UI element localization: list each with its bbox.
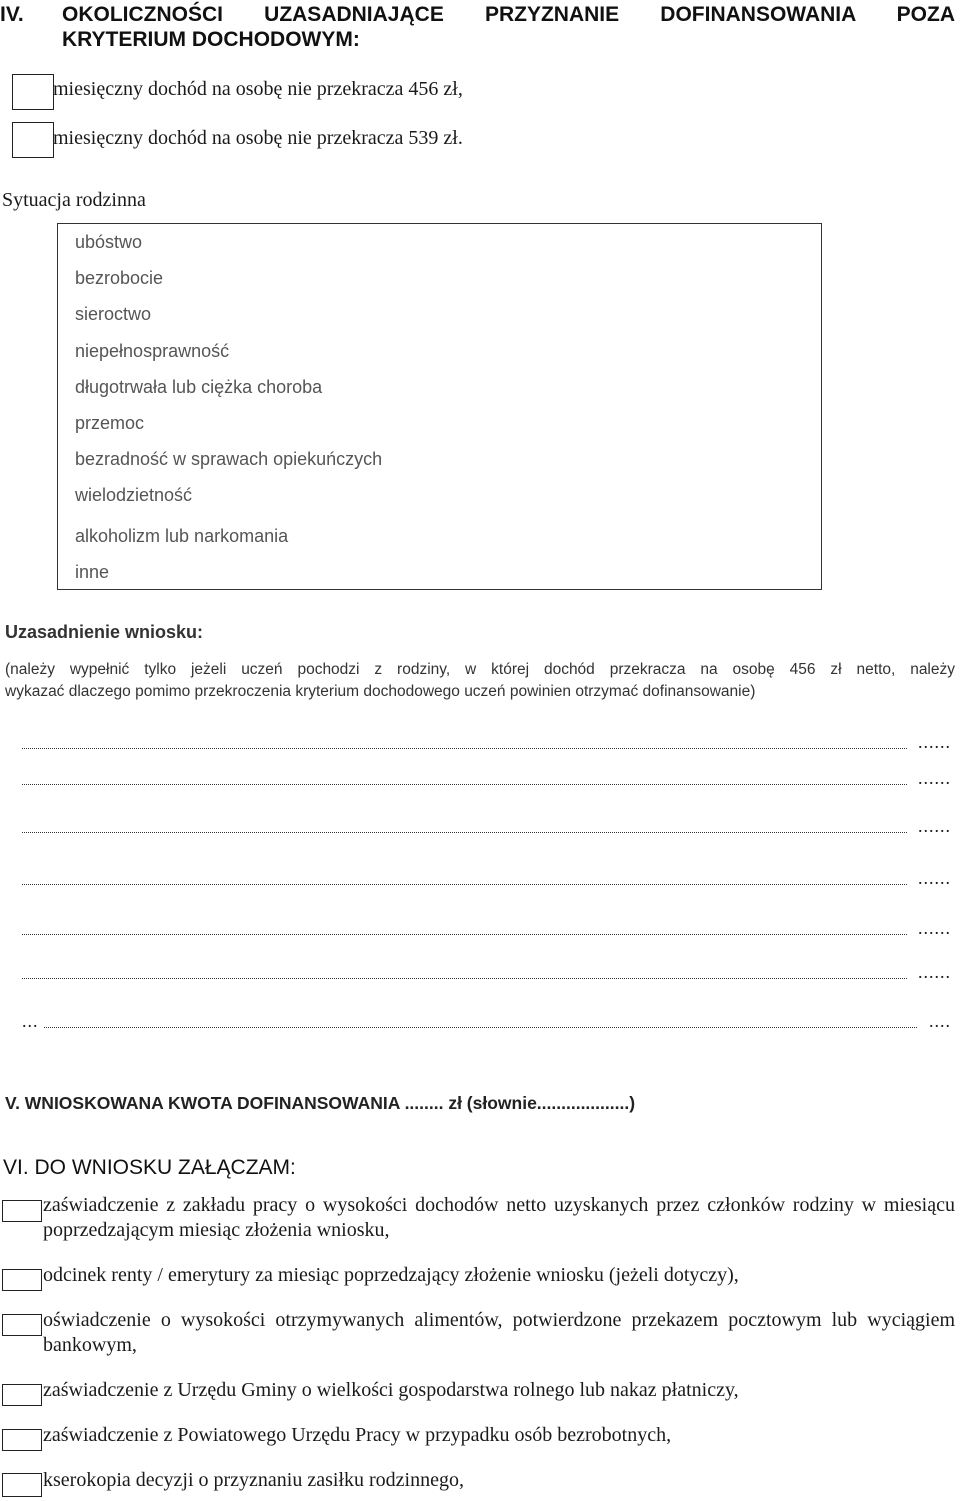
attachment-family-allowance-label: kserokopia decyzji o przyznaniu zasiłku rodzinnego, xyxy=(43,1469,464,1491)
family-item-disability[interactable]: niepełnosprawność xyxy=(75,341,230,361)
section-4-number: IV. xyxy=(0,3,24,26)
family-situation-heading: Sytuacja rodzinna xyxy=(2,189,146,211)
family-item-helplessness[interactable]: bezradność w sprawach opiekuńczych xyxy=(75,449,383,469)
income-456-label: miesięczny dochód na osobę nie przekracza 456 zł, xyxy=(53,78,463,100)
attachment-pension-label: odcinek renty / emerytury za miesiąc poprzedzający złożenie wniosku (jeżeli dotyczy), xyxy=(43,1264,739,1286)
section-5-title: V. WNIOSKOWANA KWOTA DOFINANSOWANIA ........ zł (słownie...................) xyxy=(5,1093,636,1113)
answer-line[interactable]: ...... xyxy=(22,868,957,888)
family-item-addiction[interactable]: alkoholizm lub narkomania xyxy=(75,526,289,546)
family-situation-list xyxy=(57,223,822,590)
attachment-income-certificate-label: zaświadczenie z zakładu pracy o wysokości dochodów netto uzyskanych przez członków rodziny w miesiącu poprzedzającym miesiąc złożenia wniosku, xyxy=(43,1194,955,1241)
section-4-title-line1: OKOLICZNOŚCI UZASADNIAJĄCE PRZYZNANIE DOFINANSOWANIA POZA xyxy=(62,3,955,26)
attachment-farm-checkbox[interactable] xyxy=(2,1384,42,1406)
family-item-large-family[interactable]: wielodzietność xyxy=(75,485,193,505)
family-item-unemployment[interactable]: bezrobocie xyxy=(75,268,164,288)
answer-line[interactable]: ...... xyxy=(22,732,957,752)
answer-line[interactable]: ...... xyxy=(22,816,957,836)
family-item-poverty[interactable]: ubóstwo xyxy=(75,232,143,252)
family-item-orphanhood[interactable]: sieroctwo xyxy=(75,304,152,324)
attachment-farm-label: zaświadczenie z Urzędu Gminy o wielkości gospodarstwa rolnego lub nakaz płatniczy, xyxy=(43,1379,739,1401)
attachment-alimony-label: oświadczenie o wysokości otrzymywanych alimentów, potwierdzone przekazem pocztowym lub wyciągiem bankowym, xyxy=(43,1309,955,1356)
answer-line[interactable]: ...... xyxy=(22,918,957,938)
justification-note-line2: wykazać dlaczego pomimo przekroczenia kryterium dochodowego uczeń powinien otrzymać dofinansowanie) xyxy=(5,683,756,700)
answer-line[interactable]: ...... xyxy=(22,962,957,982)
family-item-violence[interactable]: przemoc xyxy=(75,413,145,433)
income-456-checkbox[interactable] xyxy=(12,74,54,110)
attachment-pension-checkbox[interactable] xyxy=(2,1269,42,1291)
income-539-checkbox[interactable] xyxy=(12,122,54,158)
attachment-family-allowance-checkbox[interactable] xyxy=(2,1473,42,1497)
justification-note-line1: (należy wypełnić tylko jeżeli uczeń pochodzi z rodziny, w której dochód przekracza na osobę 456 zł netto, należy xyxy=(5,661,955,678)
section-4-title-line2: KRYTERIUM DOCHODOWYM: xyxy=(62,28,360,51)
answer-line-last-end: .... xyxy=(929,1011,951,1031)
income-539-label: miesięczny dochód na osobę nie przekracza 539 zł. xyxy=(53,127,463,149)
justification-heading: Uzasadnienie wniosku: xyxy=(5,622,204,642)
family-item-other[interactable]: inne xyxy=(75,562,110,582)
attachment-alimony-checkbox[interactable] xyxy=(2,1314,42,1336)
attachment-unemployment-office-checkbox[interactable] xyxy=(2,1429,42,1451)
section-6-title: VI. DO WNIOSKU ZAŁĄCZAM: xyxy=(3,1156,296,1179)
answer-line[interactable]: ...... xyxy=(22,768,957,788)
attachment-income-certificate-checkbox[interactable] xyxy=(2,1200,42,1222)
answer-line-last[interactable] xyxy=(22,1011,957,1031)
attachment-unemployment-office-label: zaświadczenie z Powiatowego Urzędu Pracy w przypadku osób bezrobotnych, xyxy=(43,1424,672,1446)
family-item-illness[interactable]: długotrwała lub ciężka choroba xyxy=(75,377,323,397)
answer-line-last-start: ... xyxy=(22,1011,39,1031)
